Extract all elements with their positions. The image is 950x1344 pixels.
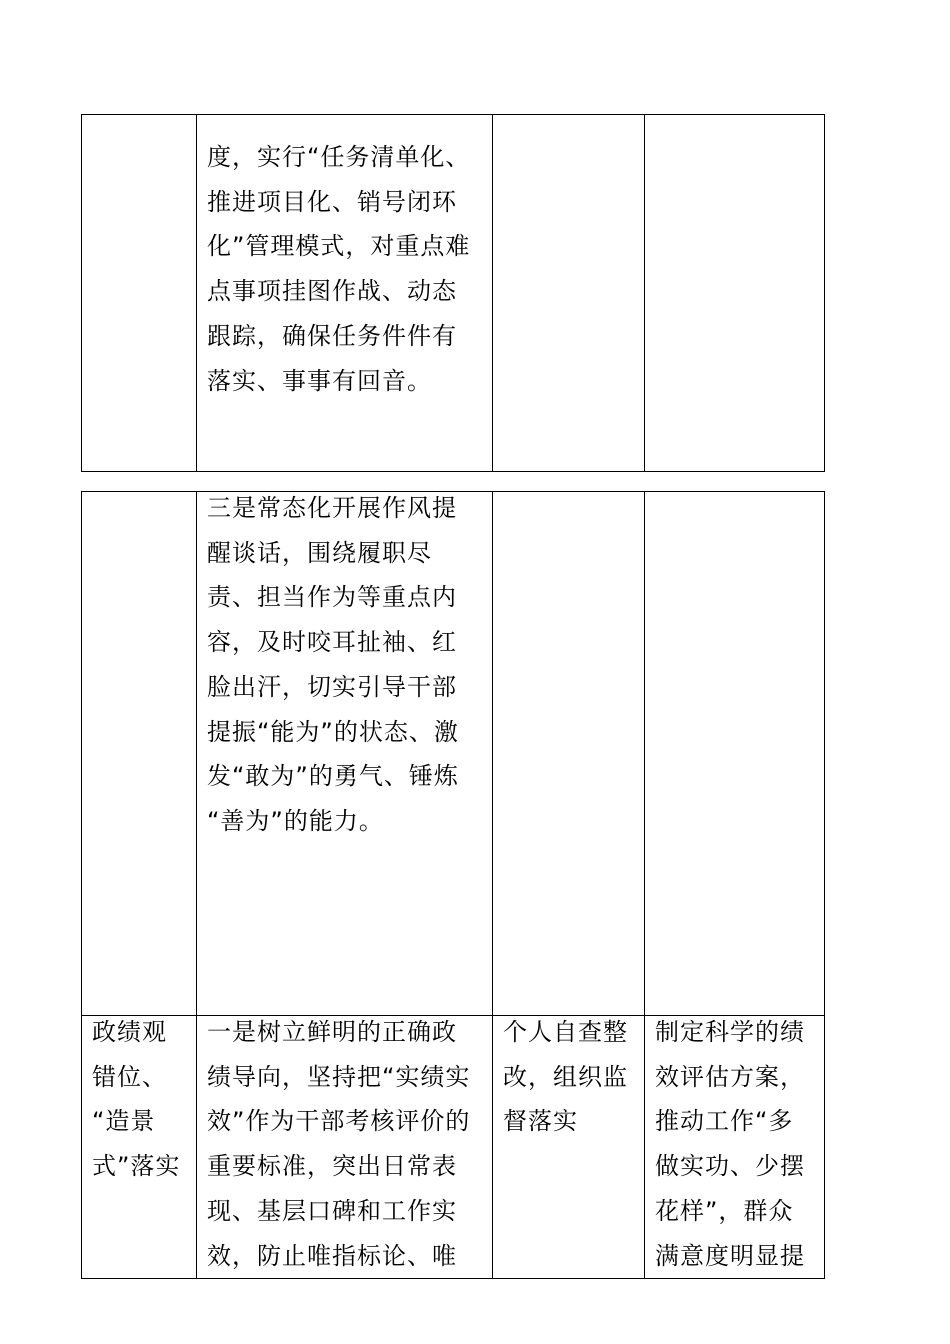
text-line: 现、基层口碑和工作实	[207, 1196, 457, 1225]
text-line: 督落实	[503, 1107, 578, 1136]
table-part-1	[81, 114, 825, 472]
text-line: 一是树立鲜明的正确政	[207, 1018, 457, 1046]
text-line: “善为”的能力。	[207, 806, 384, 835]
text-line: 度，实行“任务清单化、	[207, 143, 471, 171]
text-line: 重要标准，突出日常表	[207, 1152, 457, 1181]
text-line: 推进项目化、销号闭环	[207, 187, 457, 216]
text-line: 化”管理模式，对重点难	[207, 232, 471, 261]
text-line: 容，及时咬耳扯袖、红	[207, 628, 457, 657]
cell-issue	[82, 115, 197, 472]
text-line: 满意度明显提	[655, 1241, 805, 1270]
text-line: 发“敢为”的勇气、锤炼	[207, 762, 459, 791]
text-line: 醒谈话，围绕履职尽	[207, 538, 432, 567]
text-line: 做实功、少摆	[655, 1152, 805, 1181]
text-line: 个人自查整	[503, 1018, 628, 1046]
table-part-2	[81, 491, 825, 1279]
text-line: 脸出汗，切实引导干部	[207, 672, 457, 701]
cell-goal	[645, 492, 825, 1016]
text-line: 制定科学的绩	[655, 1018, 805, 1046]
text-line: 落实、事事有回音。	[207, 366, 432, 395]
cell-issue	[82, 1016, 197, 1279]
text-line: 绩导向，坚持把“实绩实	[207, 1062, 471, 1091]
cell-goal	[645, 1016, 825, 1279]
text-line: 三是常态化开展作风提	[207, 494, 457, 522]
text-line: 效，防止唯指标论、唯	[207, 1241, 457, 1270]
text-line: 推动工作“多	[655, 1107, 794, 1136]
text-line: “造景	[92, 1107, 156, 1136]
text-line: 效”作为干部考核评价的	[207, 1107, 471, 1136]
cell-method	[493, 1016, 645, 1279]
text-line: 改，组织监	[503, 1062, 628, 1091]
cell-method	[493, 492, 645, 1016]
text-line: 式”落实	[92, 1152, 181, 1181]
cell-measures	[197, 115, 493, 472]
text-line: 政绩观	[92, 1018, 167, 1046]
table-row	[82, 492, 825, 1016]
cell-method	[493, 115, 645, 472]
cell-goal	[645, 115, 825, 472]
text-line: 提振“能为”的状态、激	[207, 717, 459, 746]
table-row	[82, 115, 825, 472]
text-line: 错位、	[92, 1062, 167, 1091]
text-line: 责、担当作为等重点内	[207, 583, 457, 612]
cell-measures	[197, 492, 493, 1016]
text-line: 跟踪，确保任务件件有	[207, 321, 457, 350]
cell-issue	[82, 492, 197, 1016]
text-line: 点事项挂图作战、动态	[207, 277, 457, 306]
text-line: 花样”，群众	[655, 1196, 794, 1225]
cell-measures	[197, 1016, 493, 1279]
text-line: 效评估方案，	[655, 1062, 805, 1091]
table-row	[82, 1016, 825, 1279]
